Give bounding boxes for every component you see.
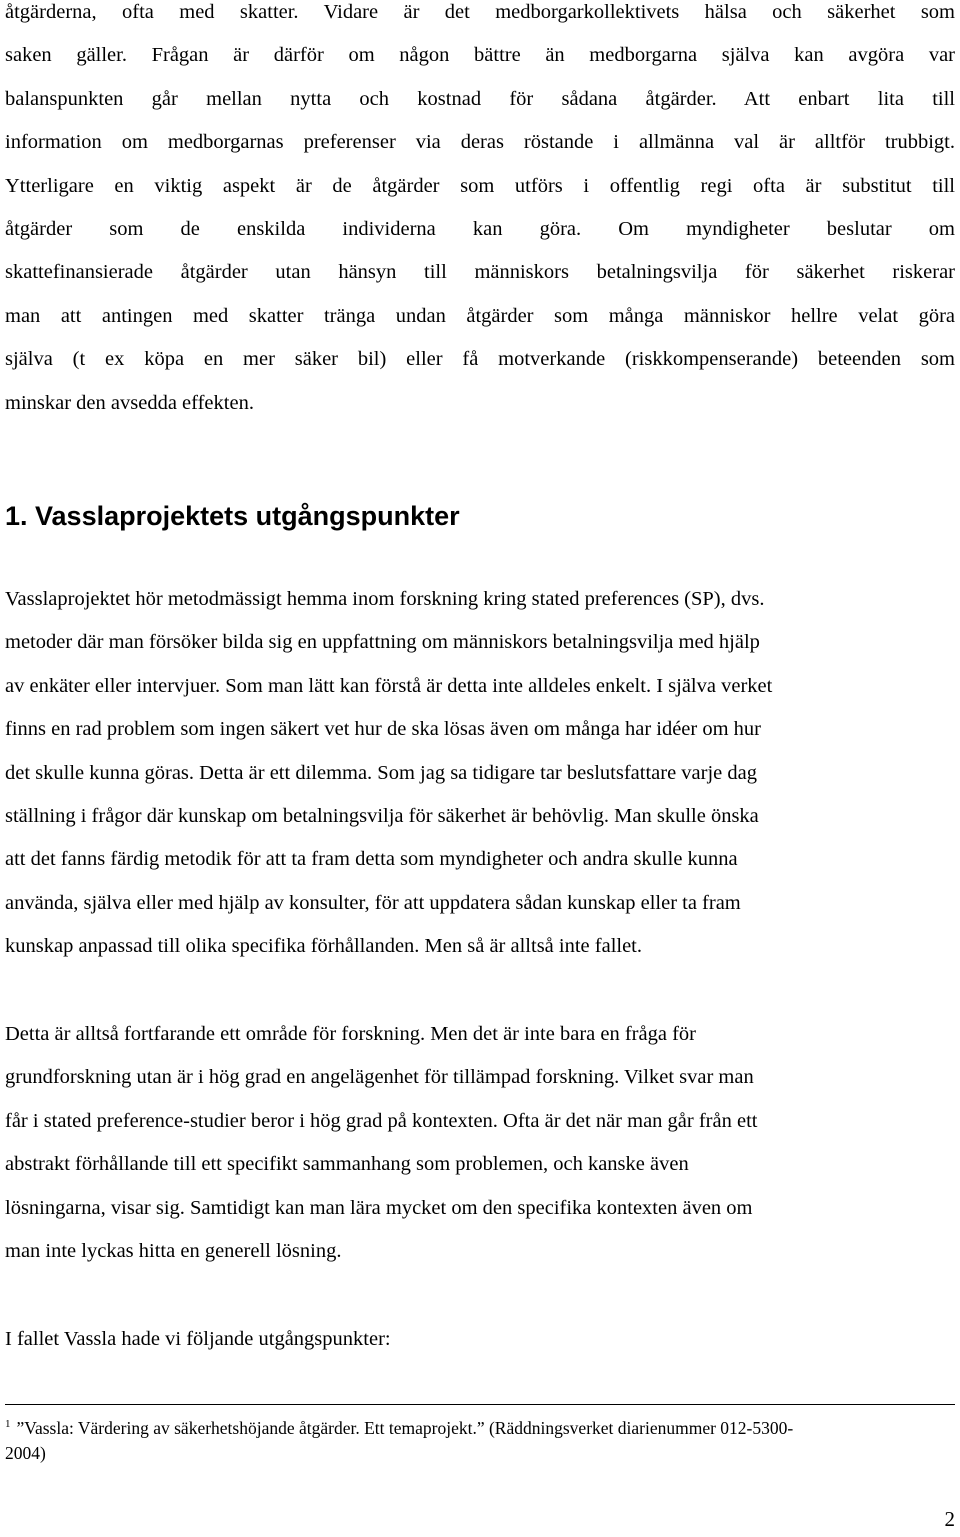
- text-line: balanspunkten går mellan nytta och kostnad för sådana åtgärder. Att enbart lita till: [5, 87, 955, 110]
- text-line: metoder där man försöker bilda sig en uppfattning om människors betalningsvilja med hjälp: [5, 631, 760, 654]
- footnote: [5, 1412, 955, 1466]
- footnote-line: [5, 1412, 955, 1441]
- paragraph-method: [5, 578, 955, 969]
- footnote-divider: [5, 1404, 955, 1405]
- text-line: minskar den avsedda effekten.: [5, 391, 254, 414]
- text-line: ställning i frågor där kunskap om betalningsvilja för säkerhet är behövlig. Man skulle önska: [5, 805, 759, 828]
- paragraph-intro: [5, 0, 955, 425]
- text-line: saken gäller. Frågan är därför om någon bättre än medborgarna själva kan avgöra var: [5, 44, 955, 67]
- text-line: av enkäter eller intervjuer. Som man lätt kan förstå är detta inte alldeles enkelt. I själva verket: [5, 674, 773, 697]
- text-line: åtgärderna, ofta med skatter. Vidare är det medborgarkollektivets hälsa och säkerhet som: [5, 1, 955, 23]
- text-line: Vasslaprojektet hör metodmässigt hemma inom forskning kring stated preferences (SP), dvs.: [5, 588, 765, 610]
- text-line: använda, själva eller med hjälp av konsulter, för att uppdatera sådan kunskap eller ta fram: [5, 891, 741, 914]
- text-line: I fallet Vassla hade vi följande utgångspunkter:: [5, 1328, 391, 1350]
- paragraph-starting-points: [5, 1318, 955, 1361]
- text-line: grundforskning utan är i hög grad en angelägenhet för tillämpad forskning. Vilket svar man: [5, 1066, 754, 1089]
- text-line: abstrakt förhållande till ett specifikt sammanhang som problemen, och kanske även: [5, 1153, 689, 1176]
- text-line: själva (t ex köpa en mer säker bil) eller få motverkande (riskkompenserande) beteenden som: [5, 348, 955, 371]
- text-line: det skulle kunna göras. Detta är ett dilemma. Som jag sa tidigare tar beslutsfattare varje dag: [5, 761, 757, 784]
- page-number: 2: [944, 1507, 955, 1531]
- text-line: får i stated preference-studier beror i hög grad på kontexten. Ofta är det när man går från ett: [5, 1109, 758, 1132]
- text-line: Detta är alltså fortfarande ett område för forskning. Men det är inte bara en fråga för: [5, 1023, 696, 1045]
- text-line: lösningarna, visar sig. Samtidigt kan man lära mycket om den specifika kontexten även om: [5, 1196, 753, 1219]
- footnote-text: ”Vassla: Värdering av säkerhetshöjande åtgärder. Ett temaprojekt.” (Räddningsverket diarienummer 012-5300-: [16, 1418, 794, 1438]
- text-line: man inte lyckas hitta en generell lösning.: [5, 1240, 342, 1263]
- section-heading: 1. Vasslaprojektets utgångspunkter: [5, 501, 460, 531]
- text-line: att det fanns färdig metodik för att ta fram detta som myndigheter och andra skulle kunna: [5, 848, 738, 871]
- text-line: skattefinansierade åtgärder utan hänsyn till människors betalningsvilja för säkerhet riskerar: [5, 261, 955, 284]
- paragraph-research: [5, 1013, 955, 1273]
- text-line: information om medborgarnas preferenser via deras röstande i allmänna val är alltför trubbigt.: [5, 131, 955, 154]
- text-line: finns en rad problem som ingen säkert vet hur de ska lösas även om många har idéer om hur: [5, 718, 762, 741]
- text-line: åtgärder som de enskilda individerna kan göra. Om myndigheter beslutar om: [5, 218, 955, 241]
- text-line: Ytterligare en viktig aspekt är de åtgärder som utförs i offentlig regi ofta är substitut till: [5, 174, 955, 197]
- footnote-marker: 1: [5, 1418, 11, 1430]
- text-line: kunskap anpassad till olika specifika förhållanden. Men så är alltså inte fallet.: [5, 935, 643, 958]
- text-line: man att antingen med skatter tränga undan åtgärder som många människor hellre velat göra: [5, 304, 955, 327]
- footnote-line: 2004): [5, 1443, 46, 1463]
